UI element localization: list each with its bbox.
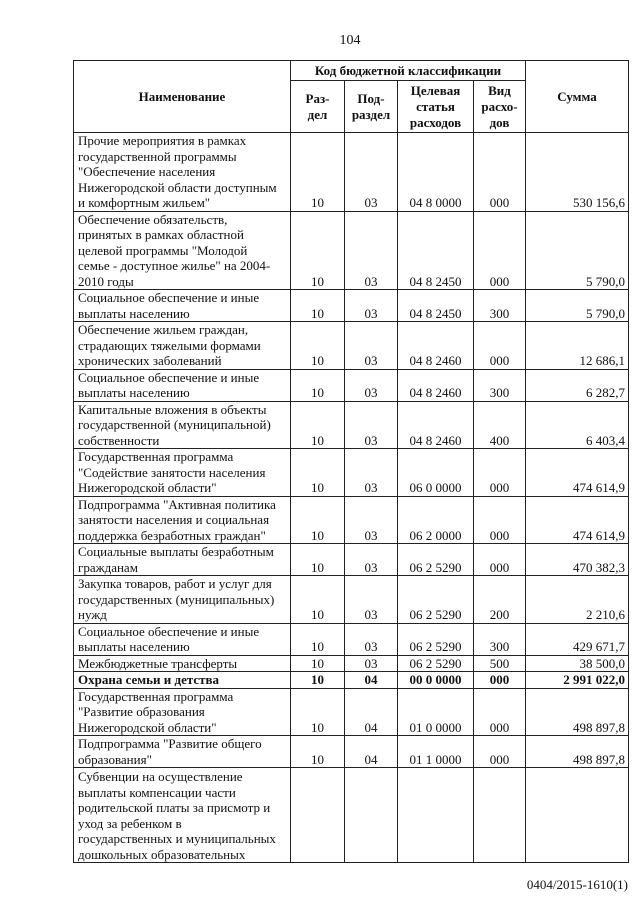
cell-vid: 400 bbox=[474, 401, 526, 449]
table-row bbox=[74, 290, 629, 322]
cell-name: Социальное обеспечение и иные выплаты населению bbox=[74, 369, 291, 401]
cell-name: Обеспечение обязательств, принятых в рамках областной целевой программы "Молодой семье - доступное жилье" на 2004- 2010 годы bbox=[74, 211, 291, 290]
cell-summa: 6 403,4 bbox=[526, 401, 629, 449]
cell-vid: 300 bbox=[474, 369, 526, 401]
cell-summa: 530 156,6 bbox=[526, 133, 629, 212]
header-code-group: Код бюджетной классификации bbox=[291, 61, 526, 81]
cell-name: Прочие мероприятия в рамках государственной программы "Обеспечение населения Нижегородской области доступным и комфортным жильем" bbox=[74, 133, 291, 212]
cell-celevaya: 01 1 0000 bbox=[398, 736, 474, 768]
cell-celevaya: 04 8 0000 bbox=[398, 133, 474, 212]
cell-celevaya: 06 2 5290 bbox=[398, 655, 474, 672]
cell-celevaya: 06 2 0000 bbox=[398, 496, 474, 544]
cell-razdel: 10 bbox=[291, 623, 345, 655]
cell-summa: 2 991 022,0 bbox=[526, 672, 629, 689]
cell-razdel: 10 bbox=[291, 688, 345, 736]
cell-name: Подпрограмма "Развитие общего образования" bbox=[74, 736, 291, 768]
table-row bbox=[74, 688, 629, 736]
cell-vid: 000 bbox=[474, 211, 526, 290]
cell-vid: 200 bbox=[474, 576, 526, 624]
header-vid: Вид расхо- дов bbox=[474, 81, 526, 133]
table-row bbox=[74, 544, 629, 576]
cell-summa bbox=[526, 768, 629, 863]
cell-vid: 000 bbox=[474, 544, 526, 576]
cell-vid: 000 bbox=[474, 322, 526, 370]
cell-podrazdel: 03 bbox=[345, 401, 398, 449]
cell-podrazdel: 03 bbox=[345, 290, 398, 322]
cell-name: Социальное обеспечение и иные выплаты населению bbox=[74, 290, 291, 322]
table-row bbox=[74, 768, 629, 863]
table-row bbox=[74, 449, 629, 497]
cell-podrazdel: 03 bbox=[345, 623, 398, 655]
header-razdel: Раз- дел bbox=[291, 81, 345, 133]
cell-name: Государственная программа "Развитие образования Нижегородской области" bbox=[74, 688, 291, 736]
cell-vid: 000 bbox=[474, 133, 526, 212]
cell-vid: 500 bbox=[474, 655, 526, 672]
cell-name: Обеспечение жильем граждан, страдающих тяжелыми формами хронических заболеваний bbox=[74, 322, 291, 370]
cell-podrazdel: 03 bbox=[345, 369, 398, 401]
document-code: 0404/2015-1610(1) bbox=[526, 877, 628, 892]
cell-podrazdel: 03 bbox=[345, 655, 398, 672]
cell-name: Субвенции на осуществление выплаты компенсации части родительской платы за присмотр и уход за ребенком в государственных и муниципальных дошкольных образовательных bbox=[74, 768, 291, 863]
cell-celevaya: 06 2 5290 bbox=[398, 544, 474, 576]
cell-celevaya: 06 2 5290 bbox=[398, 623, 474, 655]
cell-summa: 498 897,8 bbox=[526, 688, 629, 736]
cell-vid bbox=[474, 768, 526, 863]
table-row bbox=[74, 322, 629, 370]
cell-razdel bbox=[291, 768, 345, 863]
cell-razdel: 10 bbox=[291, 736, 345, 768]
cell-vid: 000 bbox=[474, 688, 526, 736]
cell-razdel: 10 bbox=[291, 322, 345, 370]
cell-razdel: 10 bbox=[291, 672, 345, 689]
cell-razdel: 10 bbox=[291, 655, 345, 672]
cell-vid: 000 bbox=[474, 672, 526, 689]
cell-razdel: 10 bbox=[291, 211, 345, 290]
cell-podrazdel: 03 bbox=[345, 133, 398, 212]
cell-name: Подпрограмма "Активная политика занятости населения и социальная поддержка безработных граждан" bbox=[74, 496, 291, 544]
table-row bbox=[74, 496, 629, 544]
cell-celevaya: 04 8 2450 bbox=[398, 211, 474, 290]
budget-table bbox=[73, 60, 629, 863]
cell-razdel: 10 bbox=[291, 449, 345, 497]
cell-podrazdel bbox=[345, 768, 398, 863]
cell-podrazdel: 04 bbox=[345, 736, 398, 768]
cell-podrazdel: 03 bbox=[345, 322, 398, 370]
cell-celevaya bbox=[398, 768, 474, 863]
cell-vid: 300 bbox=[474, 290, 526, 322]
cell-podrazdel: 03 bbox=[345, 544, 398, 576]
cell-podrazdel: 03 bbox=[345, 211, 398, 290]
cell-vid: 000 bbox=[474, 449, 526, 497]
table-row bbox=[74, 401, 629, 449]
cell-name: Охрана семьи и детства bbox=[74, 672, 291, 689]
table-row bbox=[74, 736, 629, 768]
table-row bbox=[74, 623, 629, 655]
cell-celevaya: 06 0 0000 bbox=[398, 449, 474, 497]
cell-name: Закупка товаров, работ и услуг для государственных (муниципальных) нужд bbox=[74, 576, 291, 624]
table-row bbox=[74, 133, 629, 212]
cell-name: Межбюджетные трансферты bbox=[74, 655, 291, 672]
header-celevaya: Целевая статья расходов bbox=[398, 81, 474, 133]
cell-summa: 12 686,1 bbox=[526, 322, 629, 370]
table-row bbox=[74, 655, 629, 672]
cell-celevaya: 00 0 0000 bbox=[398, 672, 474, 689]
cell-celevaya: 04 8 2460 bbox=[398, 322, 474, 370]
cell-razdel: 10 bbox=[291, 133, 345, 212]
cell-summa: 5 790,0 bbox=[526, 211, 629, 290]
cell-name: Социальное обеспечение и иные выплаты населению bbox=[74, 623, 291, 655]
table-row bbox=[74, 576, 629, 624]
cell-podrazdel: 03 bbox=[345, 576, 398, 624]
cell-celevaya: 04 8 2460 bbox=[398, 369, 474, 401]
cell-summa: 38 500,0 bbox=[526, 655, 629, 672]
cell-razdel: 10 bbox=[291, 290, 345, 322]
cell-name: Государственная программа "Содействие занятости населения Нижегородской области" bbox=[74, 449, 291, 497]
cell-summa: 429 671,7 bbox=[526, 623, 629, 655]
header-podrazdel: Под- раздел bbox=[345, 81, 398, 133]
cell-vid: 000 bbox=[474, 736, 526, 768]
cell-razdel: 10 bbox=[291, 576, 345, 624]
cell-summa: 474 614,9 bbox=[526, 496, 629, 544]
page-number: 104 bbox=[339, 33, 361, 48]
cell-podrazdel: 03 bbox=[345, 496, 398, 544]
cell-razdel: 10 bbox=[291, 401, 345, 449]
cell-vid: 300 bbox=[474, 623, 526, 655]
cell-celevaya: 06 2 5290 bbox=[398, 576, 474, 624]
cell-podrazdel: 04 bbox=[345, 672, 398, 689]
cell-summa: 6 282,7 bbox=[526, 369, 629, 401]
cell-razdel: 10 bbox=[291, 544, 345, 576]
table-row bbox=[74, 211, 629, 290]
cell-razdel: 10 bbox=[291, 369, 345, 401]
cell-vid: 000 bbox=[474, 496, 526, 544]
cell-summa: 474 614,9 bbox=[526, 449, 629, 497]
cell-celevaya: 04 8 2450 bbox=[398, 290, 474, 322]
cell-summa: 470 382,3 bbox=[526, 544, 629, 576]
cell-summa: 2 210,6 bbox=[526, 576, 629, 624]
header-name: Наименование bbox=[74, 61, 291, 133]
cell-celevaya: 01 0 0000 bbox=[398, 688, 474, 736]
cell-name: Капитальные вложения в объекты государственной (муниципальной) собственности bbox=[74, 401, 291, 449]
cell-celevaya: 04 8 2460 bbox=[398, 401, 474, 449]
cell-name: Социальные выплаты безработным гражданам bbox=[74, 544, 291, 576]
cell-summa: 5 790,0 bbox=[526, 290, 629, 322]
table-row-section bbox=[74, 672, 629, 689]
cell-podrazdel: 03 bbox=[345, 449, 398, 497]
cell-summa: 498 897,8 bbox=[526, 736, 629, 768]
table-row bbox=[74, 369, 629, 401]
cell-podrazdel: 04 bbox=[345, 688, 398, 736]
cell-razdel: 10 bbox=[291, 496, 345, 544]
header-summa: Сумма bbox=[526, 61, 629, 133]
